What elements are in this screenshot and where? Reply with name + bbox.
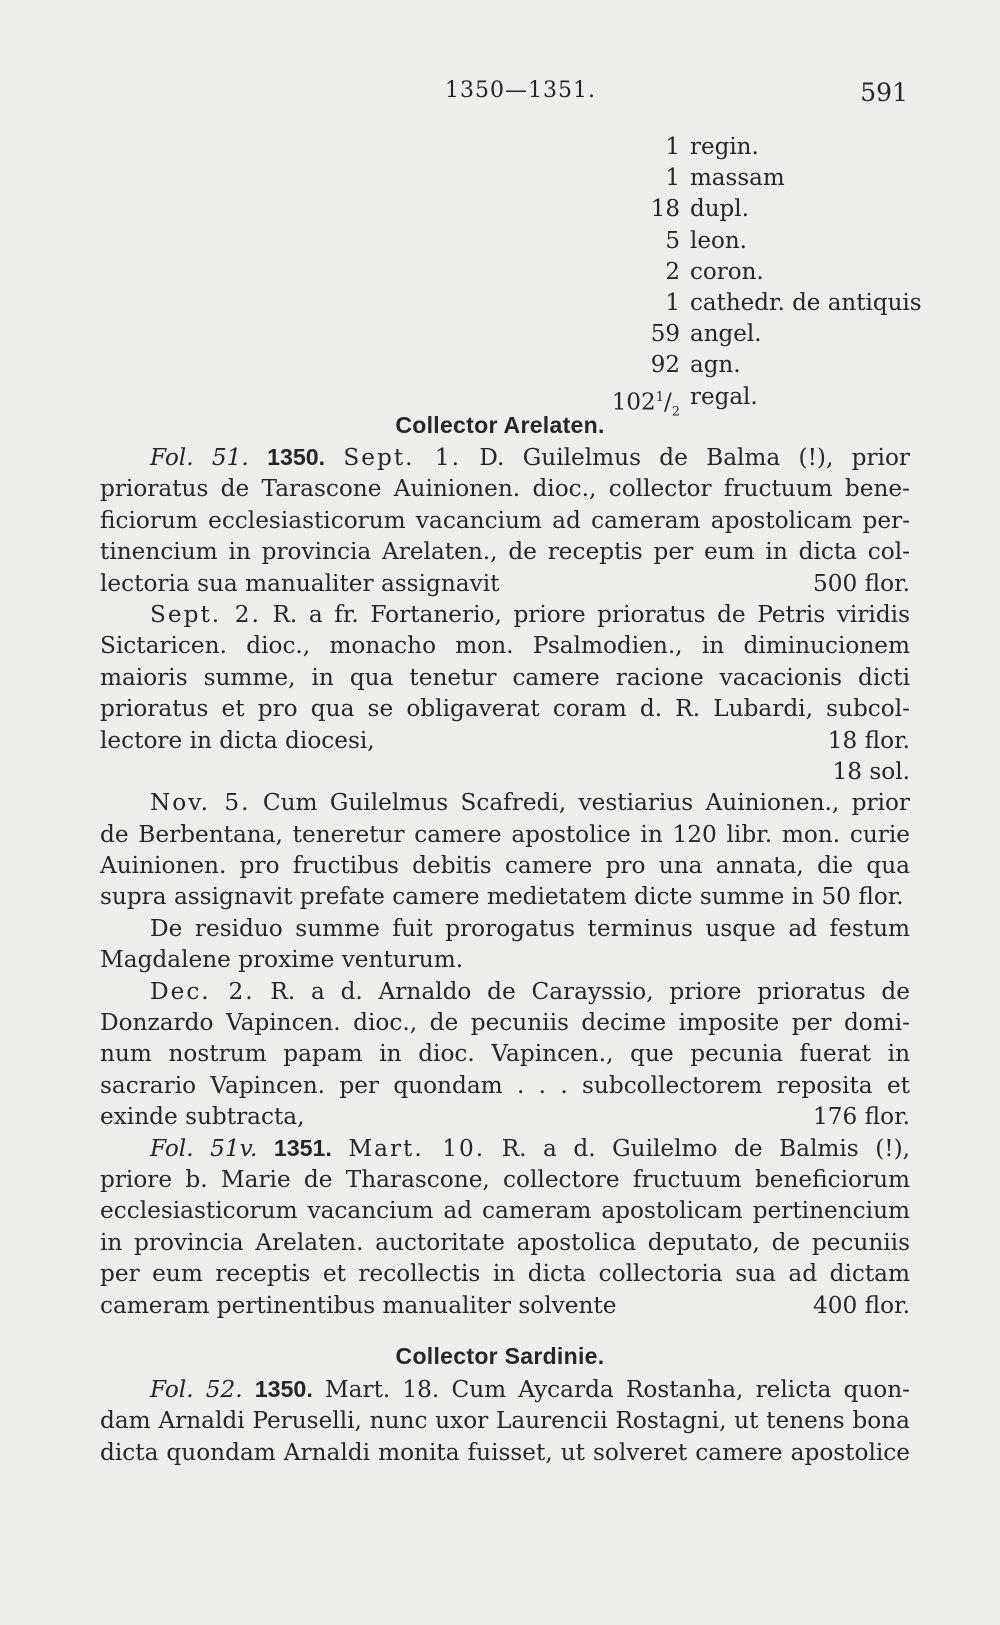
coin-name: regin. [690, 134, 759, 160]
section-heading-sardinie: Collector Sardinie. [395, 1343, 605, 1369]
coin-name: coron. [690, 258, 764, 285]
entry-year: 1350. [254, 1376, 313, 1402]
coin-quantity: 92 [650, 352, 680, 379]
entry-line: maioris summe, in qua tenetur camere racione vacacionis dicti [100, 663, 910, 691]
entry-text: cameram pertinentibus manualiter solvente [100, 1291, 617, 1319]
coin-row [0, 132, 1000, 163]
entry-text: R. a d. Arnaldo de Carayssio, priore prioratus de [270, 977, 910, 1005]
coin-name: cathedr. de antiquis [690, 289, 922, 316]
entry-text: Cum Aycarda Rostanha, relicta quon- [451, 1376, 910, 1403]
coin-row [0, 350, 1000, 381]
running-head [0, 74, 1000, 114]
coin-row [0, 382, 1000, 419]
entry-line [100, 442, 910, 473]
entry-date: Sept. 2. [150, 600, 261, 628]
entry-line [100, 568, 910, 599]
section-heading-arelaten: Collector Arelaten. [395, 412, 605, 438]
page-number: 591 [860, 78, 908, 107]
entry-line: Magdalene proxime venturum. [100, 946, 464, 974]
coin-quantity: 5 [665, 227, 680, 254]
entry-line: Donzardo Vapincen. dioc., de pecuniis decime imposite per domi- [100, 1009, 910, 1037]
entry-line [100, 1101, 910, 1132]
coin-row [0, 163, 1000, 194]
entry-line: num nostrum papam in dioc. Vapincen., que pecunia fuerat in [100, 1040, 910, 1068]
entry-amount: 400 flor. [813, 1291, 910, 1319]
entry-line: ecclesiasticorum vacancium ad cameram apostolicam pertinencium [100, 1197, 910, 1225]
entry-line: dicta quondam Arnaldi monita fuisset, ut solveret camere apostolice [100, 1438, 910, 1466]
coin-name: regal. [690, 383, 758, 410]
entry-date: Mart. 18. [324, 1376, 440, 1403]
entry-line: tinencium in provincia Arelaten., de receptis per eum in dicta col- [100, 538, 910, 566]
coin-quantity-fraction: $102^1/_2$ [611, 389, 680, 419]
coin-row [0, 257, 1000, 288]
entry-amount: 176 flor. [813, 1103, 910, 1131]
entry-line: de Berbentana, teneretur camere apostolice in 120 libr. mon. curie [100, 820, 910, 848]
entry-amount: 500 flor. [813, 569, 910, 597]
entry-line: priore b. Marie de Tharascone, collectore fructuum beneficiorum [100, 1165, 910, 1193]
coin-quantity-whole: 102 [611, 389, 656, 416]
entry-year: 1351. [273, 1134, 332, 1161]
entry-date: Dec. 2. [150, 977, 255, 1005]
entry-line: per eum receptis et recollectis in dicta collectoria sua ad dictam [100, 1260, 910, 1288]
entry-text: R. a d. Guilelmo de Balmis (!), [501, 1134, 910, 1162]
entry-line [100, 787, 910, 818]
coin-quantity: 1 [665, 289, 680, 316]
coin-row [0, 288, 1000, 319]
coin-quantity: 1 [665, 165, 680, 192]
entry-line: supra assignavit prefate camere medietatem dicte summe in 50 flor. [100, 883, 904, 911]
entry-date: Nov. 5. [150, 789, 251, 817]
coin-name: massam [690, 165, 785, 192]
entry-text: lectore in dicta diocesi, [100, 726, 375, 754]
folio-ref: Fol. 52. [150, 1376, 243, 1403]
entry-line [100, 1133, 910, 1164]
coin-quantity: 1 [665, 134, 680, 160]
coin-list [0, 132, 1000, 419]
folio-ref: Fol. 51v. [150, 1134, 258, 1162]
coin-row [0, 226, 1000, 257]
entry-text: D. Guilelmus de Balma (!), prior [479, 444, 911, 471]
entry-line: De residuo summe fuit prorogatus terminus usque ad festum [150, 914, 910, 942]
entry-text: R. a fr. Fortanerio, priore prioratus de Petris viridis [272, 600, 911, 628]
fraction-denominator: 2 [671, 403, 680, 419]
coin-name: leon. [690, 227, 747, 254]
entry-line: in provincia Arelaten. auctoritate apostolica deputato, de pecuniis [100, 1228, 910, 1256]
coin-row [0, 319, 1000, 350]
entry-line: prioratus de Tarascone Auinionen. dioc., collector fructuum bene- [100, 475, 910, 503]
entry-line [100, 1290, 910, 1321]
fraction-numerator: 1 [655, 389, 664, 405]
entry-text: Cum Guilelmus Scafredi, vestiarius Auinionen., prior [262, 789, 910, 817]
entry-text: lectoria sua manualiter assignavit [100, 569, 500, 597]
entry-date: Mart. 10. [348, 1134, 486, 1162]
coin-quantity: 18 [650, 196, 680, 223]
coin-name: agn. [690, 352, 741, 379]
entry-year: 1350. [267, 444, 326, 470]
entry-line [100, 976, 910, 1007]
section-body-sardinie [100, 1374, 910, 1468]
coin-quantity: 59 [650, 321, 680, 348]
section-body-arelaten [100, 442, 910, 1321]
entry-line [100, 1374, 910, 1405]
running-head-title: 1350—1351. [445, 78, 596, 103]
coin-name: dupl. [690, 196, 749, 223]
entry-line: ficiorum ecclesiasticorum vacancium ad cameram apostolicam per- [100, 506, 910, 534]
coin-quantity: 2 [665, 258, 680, 285]
entry-line: Sictaricen. dioc., monacho mon. Psalmodien., in diminucionem [100, 632, 910, 660]
entry-amount: 18 sol. [832, 757, 910, 785]
entry-date: Sept. 1. [343, 444, 461, 471]
entry-line: sacrario Vapincen. per quondam . . . subcollectorem reposita et [100, 1071, 910, 1099]
entry-line [100, 725, 910, 756]
coin-row [0, 194, 1000, 225]
entry-line: prioratus et pro qua se obligaverat coram d. R. Lubardi, subcol- [100, 695, 910, 723]
entry-line [100, 599, 910, 630]
entry-text: exinde subtracta, [100, 1103, 305, 1131]
coin-name: angel. [690, 321, 762, 348]
entry-amount: 18 flor. [827, 726, 910, 754]
entry-line: dam Arnaldi Peruselli, nunc uxor Laurencii Rostagni, ut tenens bona [100, 1407, 910, 1435]
entry-line: Auinionen. pro fructibus debitis camere pro una annata, die qua [100, 852, 910, 880]
folio-ref: Fol. 51. [150, 444, 249, 471]
